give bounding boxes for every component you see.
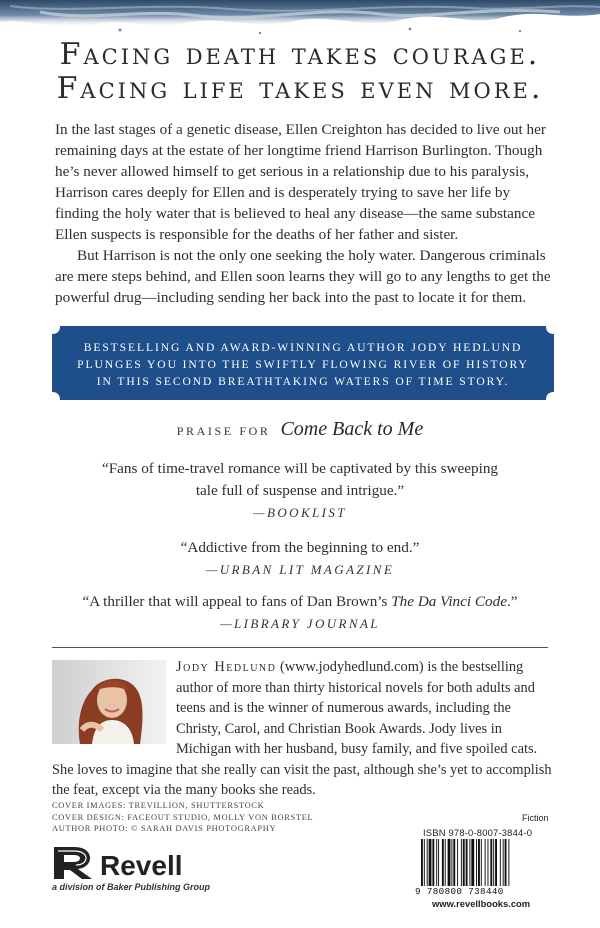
cover-headline (0, 38, 600, 106)
quote-1-line-2: tale full of suspense and intrigue.” (195, 482, 405, 499)
author-bio-text: is the bestselling author of more than thirty historical novels for both adults and teens and is the winner of numerous awards, including the Christy, Carol, and Christian Book Awards. Jody lives in Michigan with her husband, busy family, and five spoiled cats. She loves to imagine that she really can visit the past, although she’s yet to accomplish the feat, except via the many books she reads. (52, 659, 552, 798)
praise-book-title: Come Back to Me (280, 418, 424, 440)
quote-3-pre: “A thriller that will appeal to fans of Dan Brown’s (82, 593, 392, 610)
credit-design: COVER DESIGN: FACEOUT STUDIO, MOLLY VON BORSTEL (52, 812, 314, 822)
isbn-text: ISBN 978-0-8007-3844-0 (423, 827, 533, 838)
author-bio (52, 657, 552, 801)
publisher-website: www.revellbooks.com (432, 898, 531, 909)
quote-3-post: .” (506, 593, 518, 610)
section-divider (52, 647, 548, 648)
quote-2-text: “Addictive from the beginning to end.” (180, 539, 420, 556)
synopsis (55, 119, 555, 308)
credit-images: COVER IMAGES: TREVILLION, SHUTTERSTOCK (52, 801, 265, 810)
praise-quote-2 (0, 537, 600, 581)
author-website: (www.jodyhedlund.com) (279, 659, 424, 675)
quote-1-source: —BOOKLIST (253, 505, 347, 520)
praise-label: PRAISE FOR (176, 424, 271, 438)
quote-3-text (0, 591, 600, 613)
barcode-digits: 9 780800 738440 (415, 886, 549, 897)
credit-photo: AUTHOR PHOTO: © SARAH DAVIS PHOTOGRAPHY (52, 824, 277, 833)
quote-3-book-title: The Da Vinci Code (391, 593, 507, 610)
praise-quote-3 (0, 591, 600, 635)
publisher-subtitle: a division of Baker Publishing Group (52, 882, 211, 892)
headline-line-2: Facing life takes even more. (56, 71, 544, 106)
quote-3-source: —LIBRARY JOURNAL (220, 616, 380, 631)
banner-line-1: BESTSELLING AND AWARD-WINNING AUTHOR JODY HEDLUND (83, 341, 523, 354)
banner-line-2: PLUNGES YOU INTO THE SWIFTLY FLOWING RIVER OF HISTORY (77, 358, 529, 371)
synopsis-paragraph-2: But Harrison is not the only one seeking the holy water. Dangerous criminals are mere steps behind, and Ellen soon learns they will go to any lengths to get the powerful drug—including sending her back into the past to locate it for them. (55, 247, 551, 306)
quote-1-line-1: “Fans of time-travel romance will be captivated by this sweeping (101, 460, 499, 477)
category-label: Fiction (522, 813, 549, 823)
author-promo-banner (52, 326, 554, 400)
synopsis-paragraph-1: In the last stages of a genetic disease, Ellen Creighton has decided to live out her remaining days at the estate of her longtime friend Harrison Burlington. Though he’s never allowed himself to get serious in a relationship due to his paralysis, Harrison cares deeply for Ellen and is desperately trying to save her life by finding the holy water that is believed to heal any disease—the same substance Ellen suspects is responsible for the deaths of her father and sister. (55, 121, 546, 243)
quote-2-source: —URBAN LIT MAGAZINE (205, 562, 395, 577)
revell-r-icon (52, 845, 96, 881)
author-name: Jody Hedlund (176, 659, 277, 675)
cover-credits (52, 800, 313, 835)
praise-quote-1 (0, 458, 600, 524)
praise-heading (0, 418, 600, 441)
banner-line-3: IN THIS SECOND BREATHTAKING WATERS OF TIME STORY. (96, 375, 510, 388)
publisher-logo (52, 845, 252, 897)
headline-line-1: Facing death takes courage. (59, 37, 541, 72)
top-watercolor-decoration (0, 0, 600, 40)
publisher-name: Revell (100, 850, 183, 881)
